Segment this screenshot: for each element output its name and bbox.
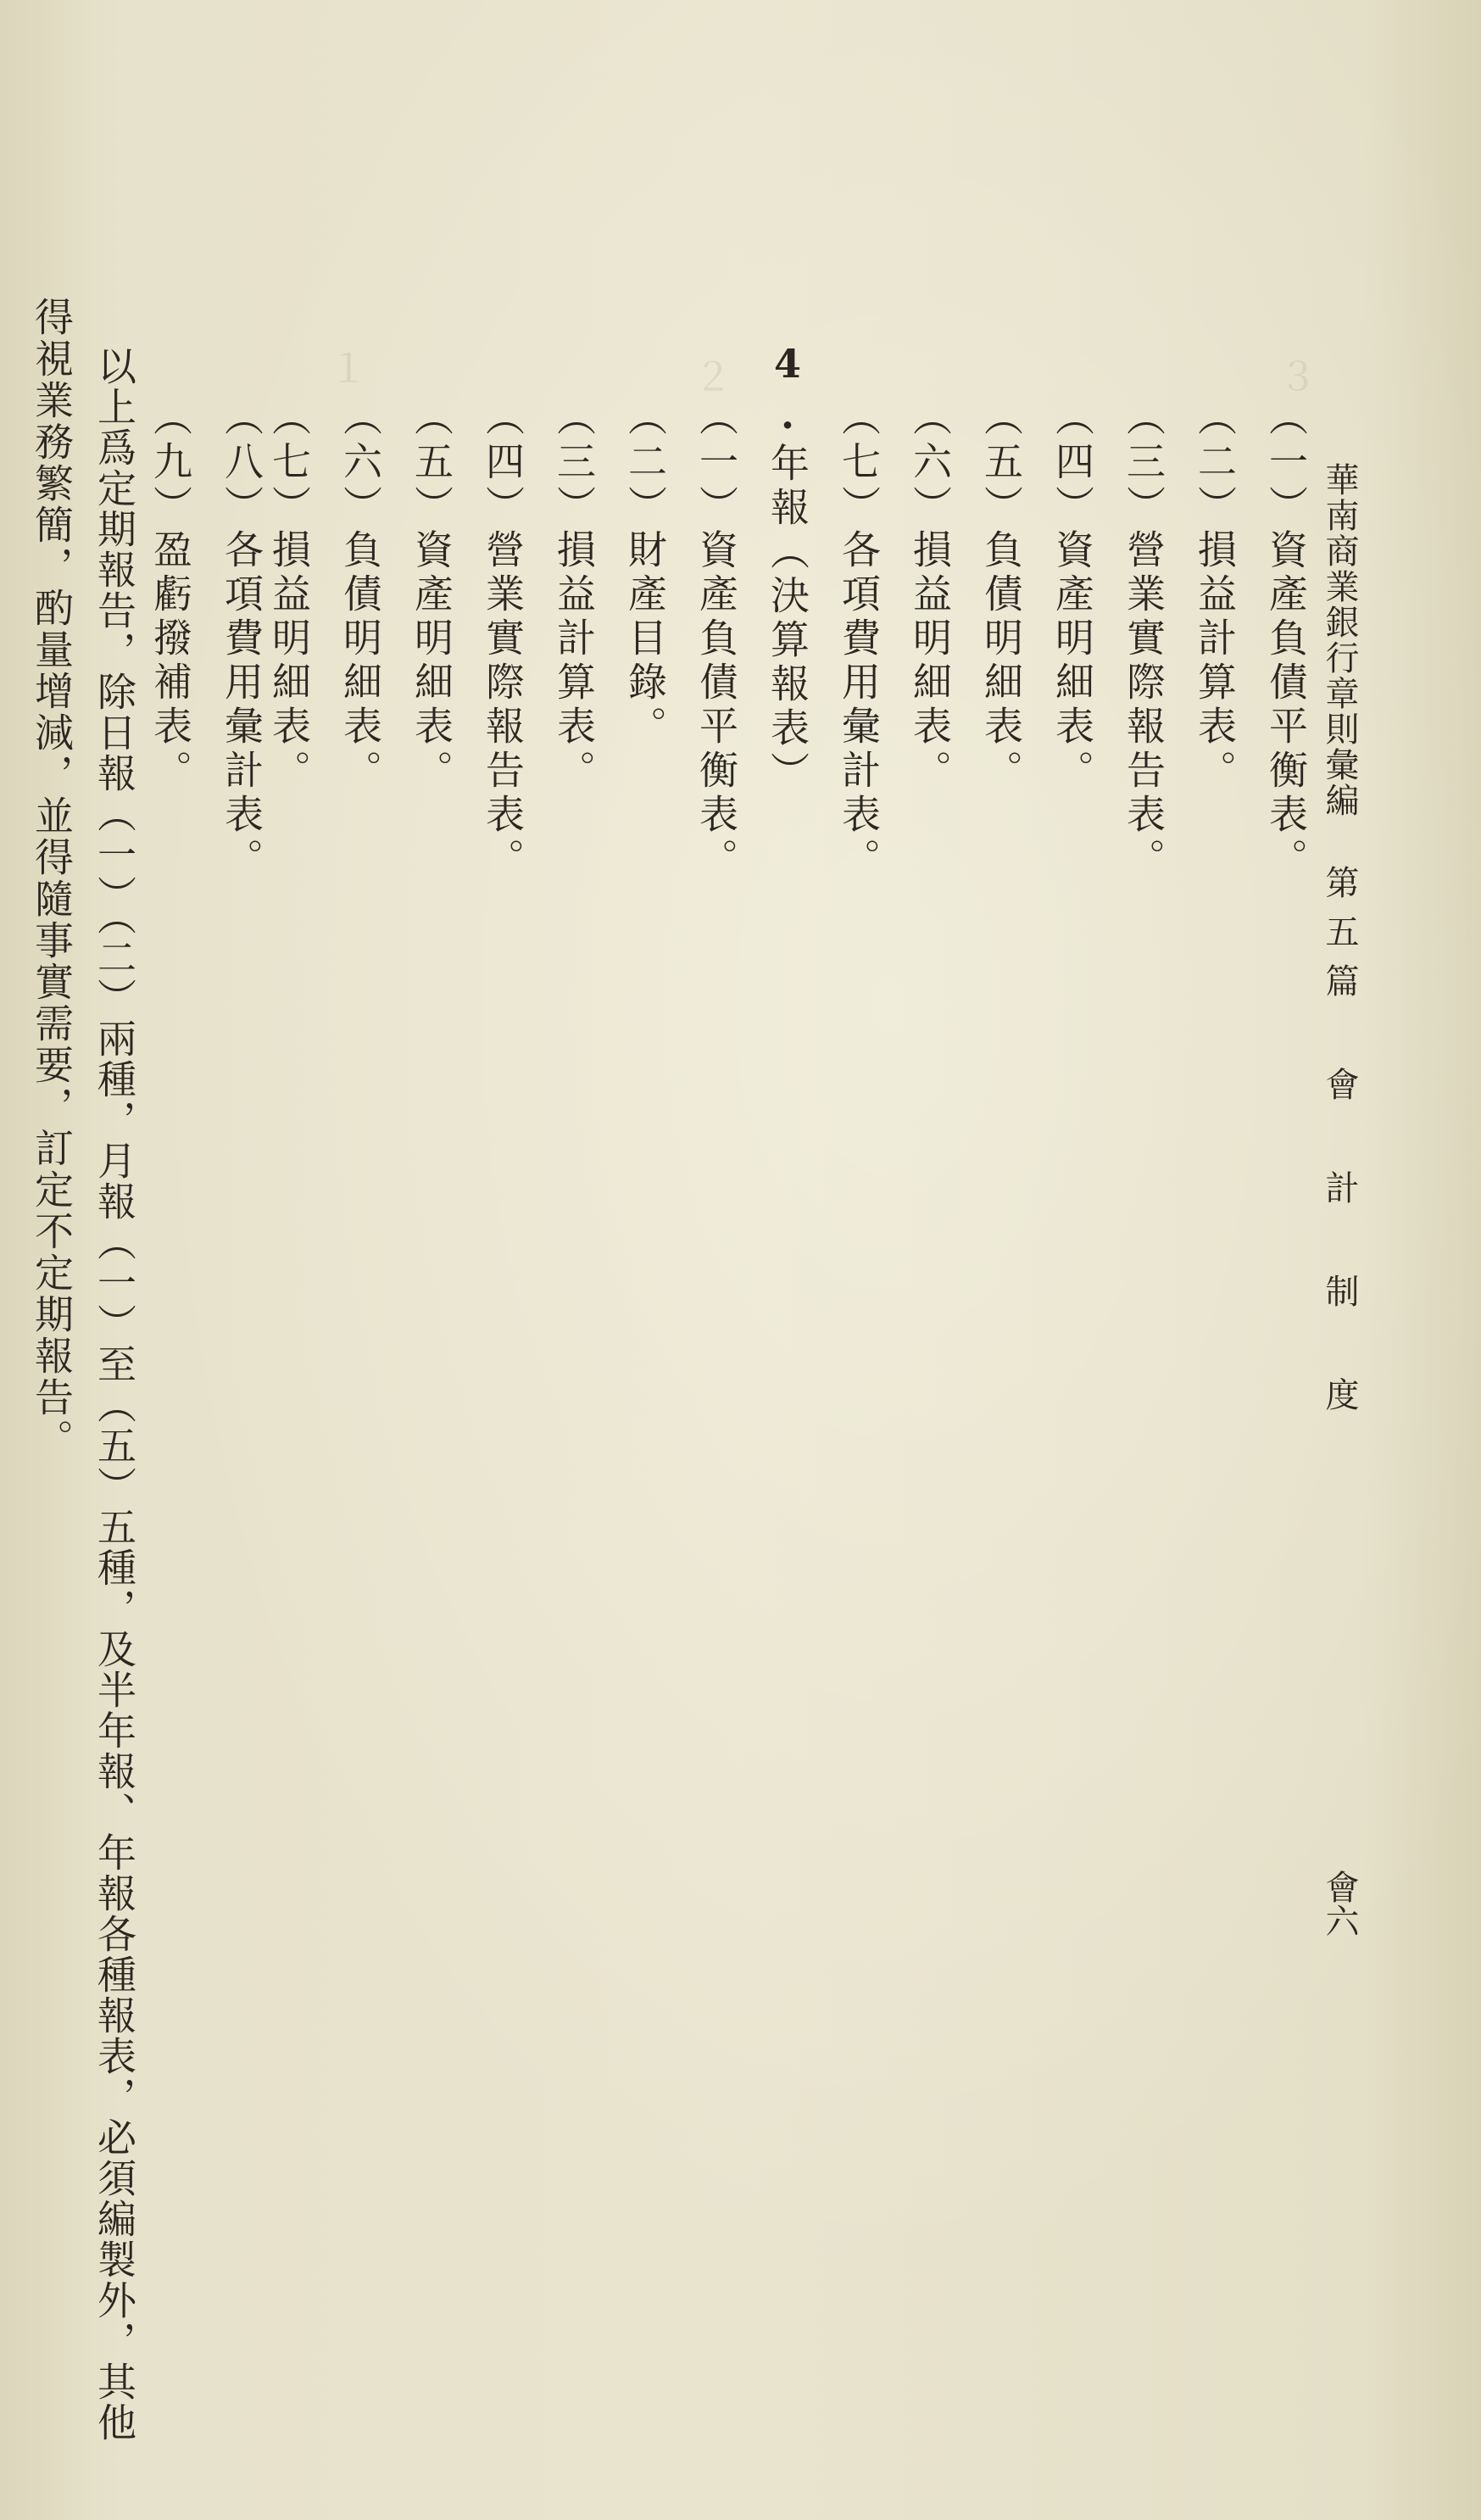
paragraph-line: 得視業務繁簡，酌量增減，並得隨事實需要，訂定不定期報告。 bbox=[29, 297, 75, 1460]
list-item: （六）負債明細表。 bbox=[337, 397, 383, 794]
list-item: （七）各項費用彙計表。 bbox=[836, 397, 882, 882]
list-item: （一）資產負債平衡表。 bbox=[1263, 397, 1309, 882]
list-item: （三）營業實際報告表。 bbox=[1121, 397, 1166, 882]
book-title: 華南商業銀行章則彙編 bbox=[1320, 462, 1359, 818]
list-item: （四）營業實際報告表。 bbox=[480, 397, 526, 882]
list-item: （七）損益明細表。 bbox=[266, 397, 312, 794]
list-item: （六）損益明細表。 bbox=[907, 397, 953, 794]
section-number: 4. bbox=[765, 341, 810, 443]
show-through-text: ３ bbox=[1272, 356, 1318, 400]
show-through-text: １ bbox=[323, 348, 369, 392]
list-item: （五）資產明細表。 bbox=[409, 397, 454, 794]
chapter-title: 第五篇 會 計 制 度 bbox=[1320, 865, 1359, 1426]
list-item: （五）負債明細表。 bbox=[978, 397, 1024, 794]
list-item: （九）盈虧撥補表。 bbox=[148, 397, 193, 794]
list-item: （二）損益計算表。 bbox=[1192, 397, 1238, 794]
list-item: （三）損益計算表。 bbox=[551, 397, 597, 794]
list-item: （二）財產目錄。 bbox=[622, 397, 668, 750]
section-heading bbox=[765, 341, 810, 795]
paragraph-line: 以上爲定期報告，除日報（一）（二）兩種，月報（一）至（五）五種，及半年報、年報各種報表，必須編製外，其他 bbox=[92, 346, 137, 2443]
list-item: （一）資產負債平衡表。 bbox=[693, 397, 739, 882]
show-through-text: ２ bbox=[688, 356, 733, 400]
page-number: 會六 bbox=[1320, 1870, 1359, 1937]
section-title: 年報（決算報表） bbox=[765, 443, 810, 795]
list-item: （八）各項費用彙計表。 bbox=[219, 397, 264, 882]
list-item: （四）資產明細表。 bbox=[1050, 397, 1095, 794]
